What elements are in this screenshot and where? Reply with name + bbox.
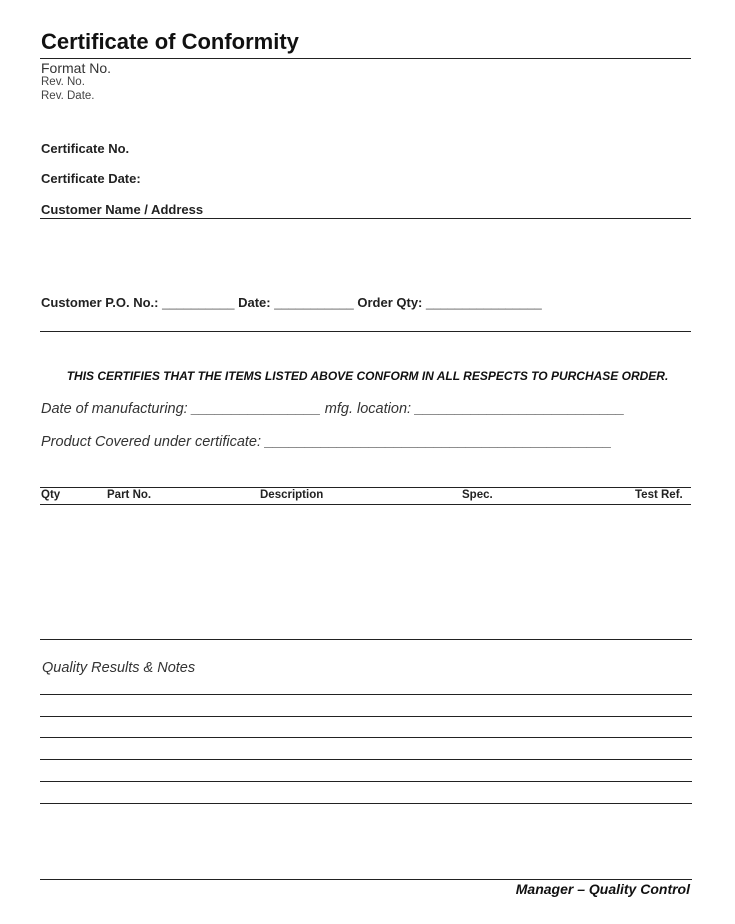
po-label: Customer P.O. No.: bbox=[41, 295, 159, 310]
po-date-label: Date: bbox=[238, 295, 271, 310]
col-header-spec: Spec. bbox=[462, 489, 493, 501]
signature-label: Manager – Quality Control bbox=[515, 881, 690, 897]
mfg-location-label: mfg. location: bbox=[324, 401, 412, 417]
notes-line[interactable] bbox=[40, 694, 692, 695]
po-date-blank[interactable]: ___________ bbox=[274, 295, 354, 310]
notes-line[interactable] bbox=[40, 803, 692, 804]
title-rule bbox=[40, 58, 691, 59]
notes-line[interactable] bbox=[40, 759, 692, 760]
product-label: Product Covered under certificate: bbox=[41, 434, 262, 450]
notes-line[interactable] bbox=[40, 716, 692, 717]
col-header-part-no: Part No. bbox=[107, 489, 152, 501]
certificate-no-label: Certificate No. bbox=[41, 141, 130, 156]
po-row bbox=[41, 295, 542, 310]
order-qty-blank[interactable]: ________________ bbox=[426, 295, 542, 310]
table-bottom-rule bbox=[40, 639, 692, 640]
po-rule bbox=[40, 331, 691, 332]
po-blank[interactable]: __________ bbox=[162, 295, 235, 310]
col-header-description: Description bbox=[260, 489, 324, 501]
certify-statement: THIS CERTIFIES THAT THE ITEMS LISTED ABOVE CONFORM IN ALL RESPECTS TO PURCHASE ORDER. bbox=[66, 369, 669, 383]
format-no-label: Format No. bbox=[41, 60, 112, 76]
mfg-row bbox=[41, 401, 625, 417]
quality-results-label: Quality Results & Notes bbox=[42, 660, 196, 676]
table-header-rule bbox=[40, 504, 691, 505]
notes-line[interactable] bbox=[40, 781, 692, 782]
rev-no-label: Rev. No. bbox=[41, 76, 85, 88]
mfg-date-blank[interactable]: ________________ bbox=[191, 401, 321, 417]
customer-name-label: Customer Name / Address bbox=[41, 202, 204, 217]
rev-date-label: Rev. Date. bbox=[41, 90, 95, 102]
mfg-location-blank[interactable]: __________________________ bbox=[415, 401, 625, 417]
signature-line bbox=[40, 879, 692, 880]
order-qty-label: Order Qty: bbox=[357, 295, 423, 310]
col-header-test-ref: Test Ref. bbox=[635, 489, 683, 501]
col-header-qty: Qty bbox=[41, 489, 61, 501]
certificate-date-label: Certificate Date: bbox=[41, 171, 141, 186]
customer-rule bbox=[40, 218, 691, 219]
product-row bbox=[41, 434, 612, 450]
table-top-rule bbox=[40, 487, 691, 488]
product-blank[interactable]: ___________________________________________ bbox=[265, 434, 612, 450]
notes-line[interactable] bbox=[40, 737, 692, 738]
mfg-date-label: Date of manufacturing: bbox=[41, 401, 188, 417]
page-title: Certificate of Conformity bbox=[41, 29, 299, 54]
